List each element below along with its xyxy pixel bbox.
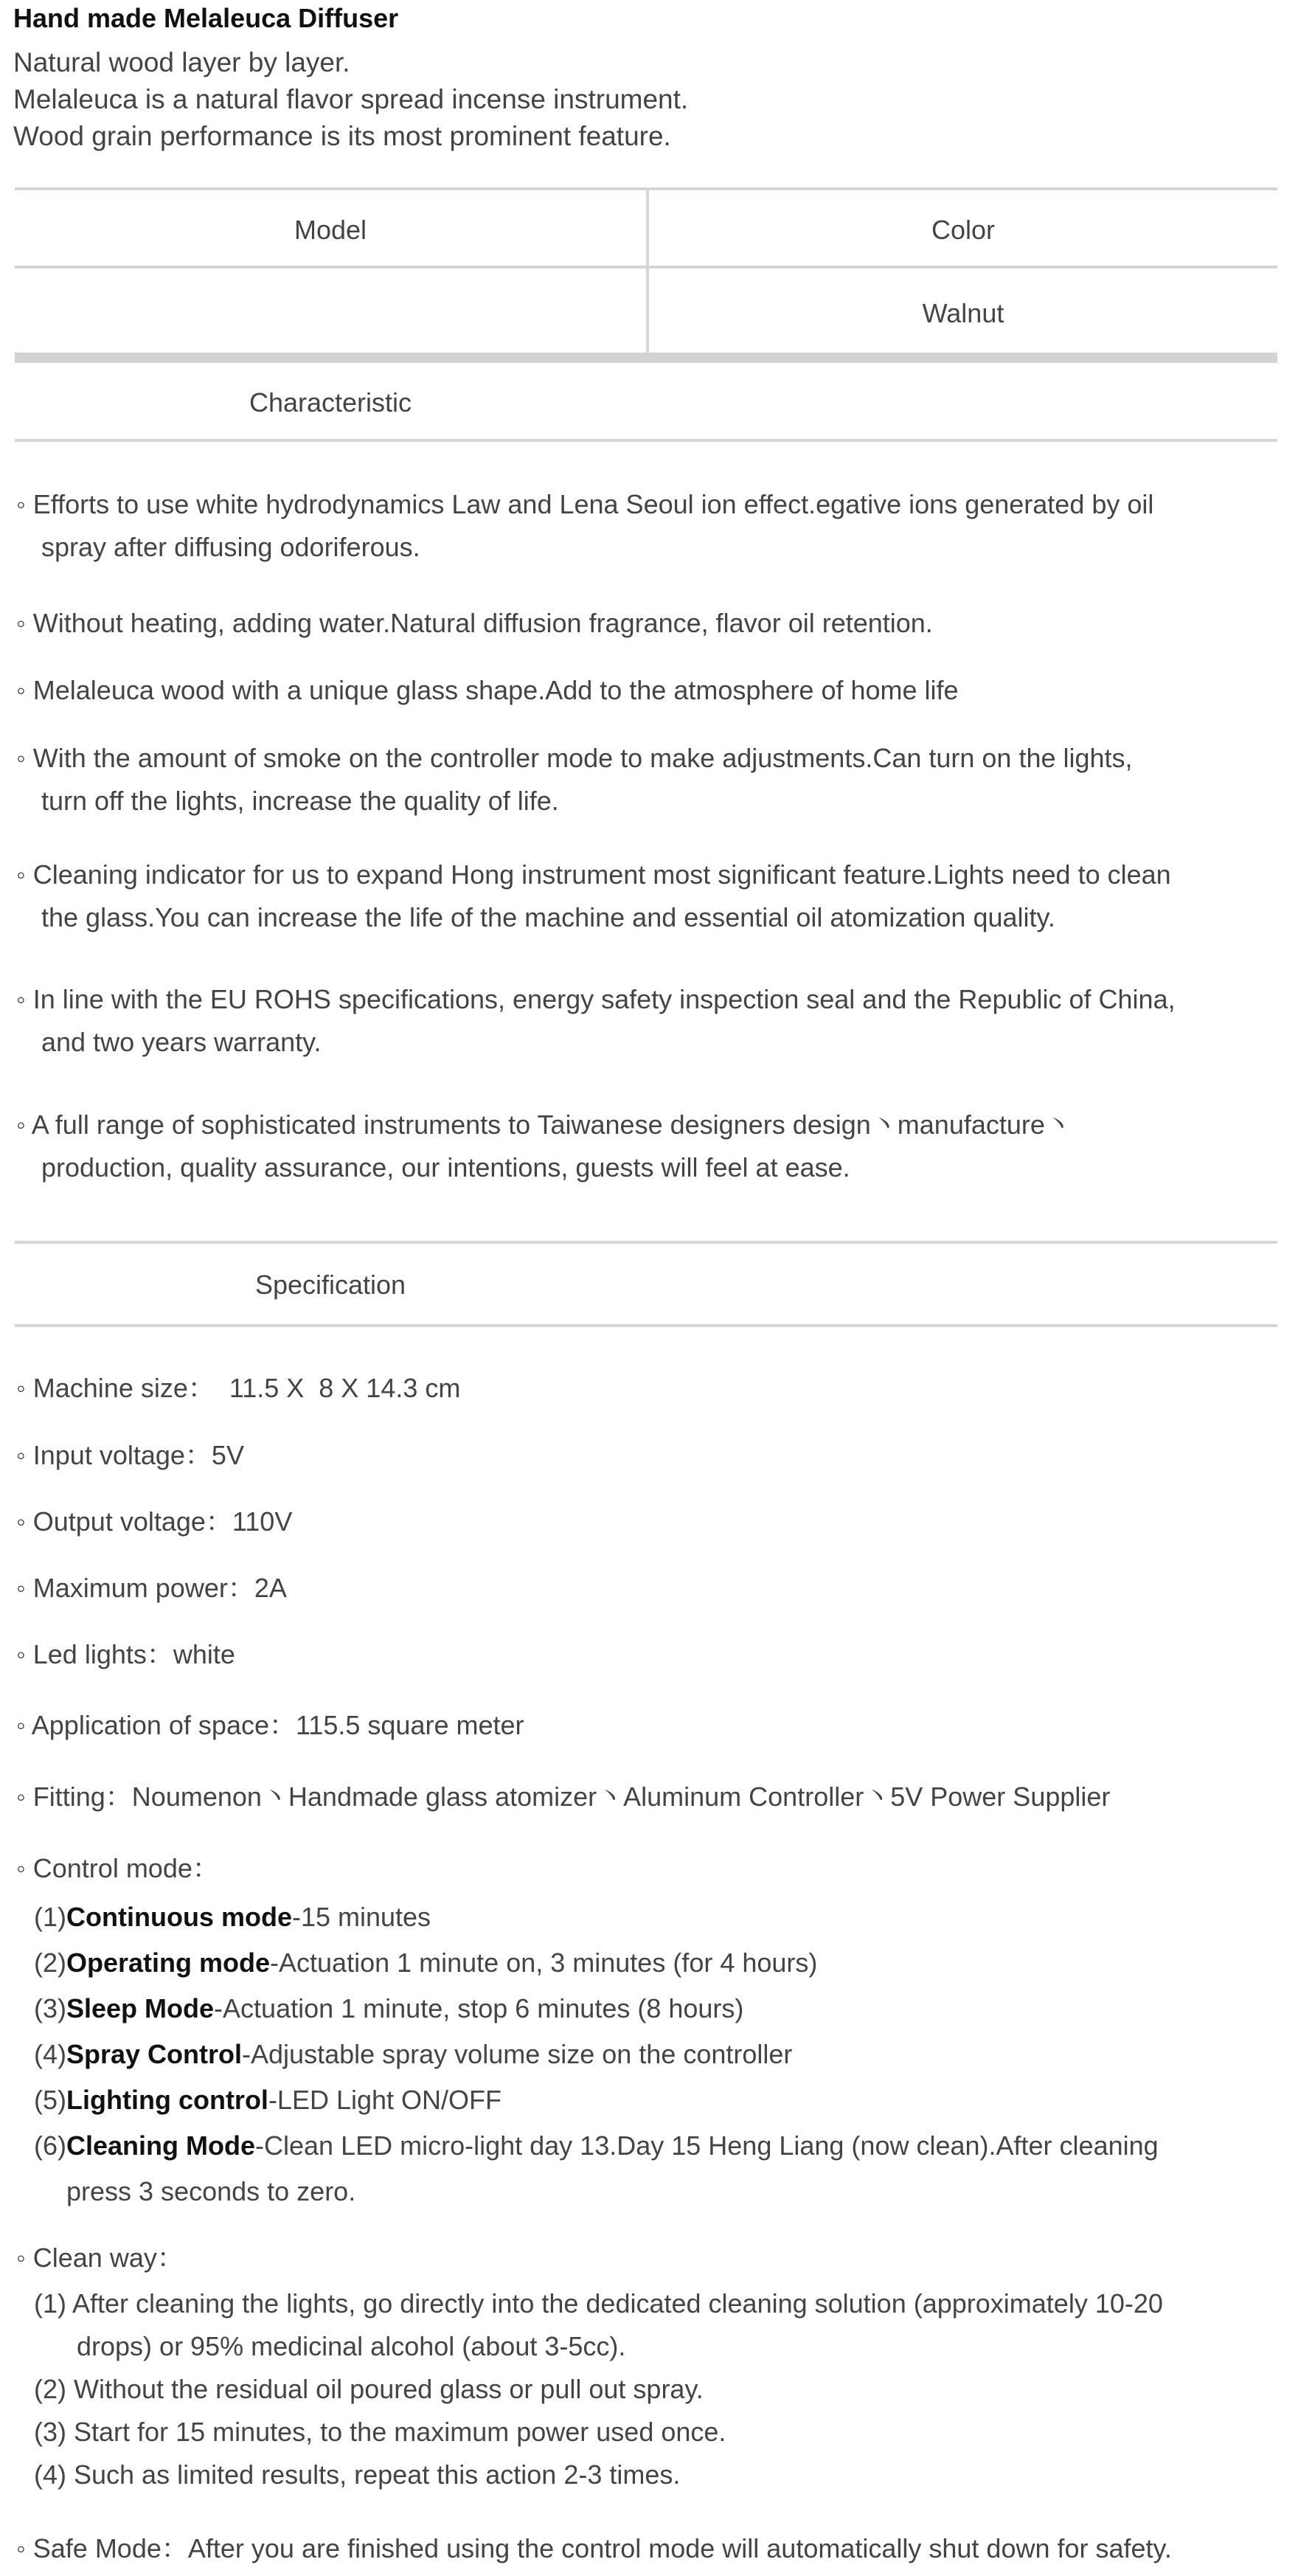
specification-top-divider bbox=[15, 1241, 1277, 1244]
control-mode-number: (3) bbox=[34, 1993, 66, 2023]
clean-way-label bbox=[16, 2237, 1292, 2279]
intro-line-3: Wood grain performance is its most prominent feature. bbox=[13, 121, 671, 151]
control-mode-name: Continuous mode bbox=[66, 1902, 292, 1932]
specification-item bbox=[16, 1704, 1292, 1747]
safe-mode-item bbox=[16, 2527, 1292, 2570]
specification-item-text: ◦ Application of space：115.5 square meter bbox=[16, 1710, 524, 1740]
control-mode-name: Sleep Mode bbox=[66, 1993, 215, 2023]
control-mode-description: -LED Light ON/OFF bbox=[268, 2085, 502, 2115]
characteristic-item bbox=[16, 854, 1292, 939]
characteristic-item-text: ◦ Melaleuca wood with a unique glass shape.Add to the atmosphere of home life bbox=[16, 675, 959, 705]
characteristic-item bbox=[16, 602, 1292, 645]
characteristic-item bbox=[16, 978, 1292, 1064]
control-mode-name: Lighting control bbox=[66, 2085, 268, 2115]
characteristic-item bbox=[16, 483, 1292, 569]
characteristic-item-text: ◦ Efforts to use white hydrodynamics Law and Lena Seoul ion effect.egative ions generated by oil bbox=[16, 489, 1154, 519]
intro-line-2: Melaleuca is a natural flavor spread incense instrument. bbox=[13, 84, 689, 114]
specification-item bbox=[16, 1567, 1292, 1610]
characteristic-item bbox=[16, 737, 1292, 823]
characteristic-item-text: ◦ A full range of sophisticated instruments to Taiwanese designers design丶manufacture丶 bbox=[16, 1109, 1072, 1140]
table-cell-color: Walnut bbox=[922, 298, 1004, 328]
control-mode-description: -Actuation 1 minute, stop 6 minutes (8 hours) bbox=[214, 1993, 744, 2023]
characteristic-item-continuation: the glass.You can increase the life of the machine and essential oil atomization quality. bbox=[41, 902, 1055, 932]
specification-item-text: ◦ Led lights：white bbox=[16, 1639, 235, 1669]
control-mode-description: -Adjustable spray volume size on the controller bbox=[242, 2039, 793, 2069]
table-header-color: Color bbox=[931, 215, 996, 245]
control-mode-name: Cleaning Mode bbox=[66, 2130, 256, 2161]
characteristic-item-text: ◦ Cleaning indicator for us to expand Hong instrument most significant feature.Lights need to clean bbox=[16, 859, 1171, 890]
specification-item bbox=[16, 1500, 1292, 1543]
clean-way-step-text: (1) After cleaning the lights, go directly into the dedicated cleaning solution (approximately 10-20 bbox=[34, 2288, 1163, 2319]
control-mode-item bbox=[34, 2077, 502, 2123]
characteristic-item-text: ◦ With the amount of smoke on the controller mode to make adjustments.Can turn on the lights, bbox=[16, 743, 1133, 773]
specification-item-text: ◦ Fitting：Noumenon丶Handmade glass atomizer丶Aluminum Controller丶5V Power Supplier bbox=[16, 1782, 1111, 1812]
control-mode-name: Spray Control bbox=[66, 2039, 243, 2069]
clean-way-step bbox=[34, 2282, 1163, 2368]
characteristic-item-continuation: and two years warranty. bbox=[41, 1027, 322, 1057]
control-mode-item bbox=[34, 1894, 431, 1940]
specification-item-text: ◦ Input voltage：5V bbox=[16, 1440, 244, 1470]
product-title: Hand made Melaleuca Diffuser bbox=[13, 3, 399, 33]
control-mode-description: -Actuation 1 minute on, 3 minutes (for 4 hours) bbox=[270, 1947, 818, 1978]
characteristic-item-text: ◦ In line with the EU ROHS specifications, energy safety inspection seal and the Republic of China, bbox=[16, 984, 1176, 1014]
specification-item bbox=[16, 1776, 1292, 1818]
safe-mode-text: ◦ Safe Mode：After you are finished using the control mode will automatically shut down for safety. bbox=[16, 2533, 1172, 2563]
specification-item-text: ◦ Maximum power：2A bbox=[16, 1573, 287, 1603]
characteristic-item bbox=[16, 1104, 1292, 1189]
clean-way-step bbox=[34, 2411, 726, 2454]
table-header-model: Model bbox=[294, 215, 367, 245]
specification-item-text: ◦ Output voltage：110V bbox=[16, 1506, 293, 1537]
clean-way-step bbox=[34, 2368, 704, 2411]
control-mode-description: -Clean LED micro-light day 13.Day 15 Heng Liang (now clean).After cleaning bbox=[255, 2130, 1159, 2161]
control-mode-item bbox=[34, 2032, 792, 2077]
clean-way-label-text: ◦ Clean way： bbox=[16, 2243, 184, 2273]
control-mode-description: -15 minutes bbox=[291, 1902, 431, 1932]
control-mode-number: (5) bbox=[34, 2085, 66, 2115]
clean-way-step-continuation: drops) or 95% medicinal alcohol (about 3-5cc). bbox=[77, 2331, 626, 2361]
characteristic-heading: Characteristic bbox=[249, 387, 412, 418]
control-mode-number: (1) bbox=[34, 1902, 66, 1932]
control-mode-continuation: press 3 seconds to zero. bbox=[66, 2176, 356, 2206]
control-mode-label bbox=[16, 1847, 1292, 1890]
table-row-divider bbox=[15, 266, 1277, 269]
clean-way-step-text: (2) Without the residual oil poured glass or pull out spray. bbox=[34, 2374, 704, 2404]
characteristic-divider bbox=[15, 439, 1277, 442]
specification-item bbox=[16, 1434, 1292, 1477]
control-mode-name: Operating mode bbox=[66, 1947, 271, 1978]
specification-item-text: ◦ Machine size： 11.5 X 8 X 14.3 cm bbox=[16, 1373, 461, 1403]
clean-way-step-text: (4) Such as limited results, repeat this action 2-3 times. bbox=[34, 2459, 681, 2490]
control-mode-item bbox=[34, 1986, 743, 2032]
control-mode-label-text: ◦ Control mode： bbox=[16, 1853, 219, 1883]
specification-divider bbox=[15, 1324, 1277, 1327]
specification-item bbox=[16, 1633, 1292, 1676]
characteristic-item bbox=[16, 669, 1292, 712]
clean-way-step-text: (3) Start for 15 minutes, to the maximum power used once. bbox=[34, 2417, 726, 2447]
characteristic-item-continuation: production, quality assurance, our intentions, guests will feel at ease. bbox=[41, 1152, 850, 1183]
control-mode-number: (6) bbox=[34, 2130, 66, 2161]
control-mode-number: (4) bbox=[34, 2039, 66, 2069]
intro-line-1: Natural wood layer by layer. bbox=[13, 47, 350, 77]
clean-way-step bbox=[34, 2454, 680, 2496]
specification-heading: Specification bbox=[254, 1270, 406, 1300]
characteristic-item-continuation: spray after diffusing odoriferous. bbox=[41, 532, 420, 562]
table-bottom-border bbox=[15, 353, 1277, 363]
specification-item bbox=[16, 1367, 1292, 1410]
control-mode-number: (2) bbox=[34, 1947, 66, 1978]
control-mode-item bbox=[34, 2123, 1159, 2215]
characteristic-item-continuation: turn off the lights, increase the quality of life. bbox=[41, 786, 559, 816]
characteristic-item-text: ◦ Without heating, adding water.Natural diffusion fragrance, flavor oil retention. bbox=[16, 608, 933, 638]
control-mode-item bbox=[34, 1940, 817, 1986]
